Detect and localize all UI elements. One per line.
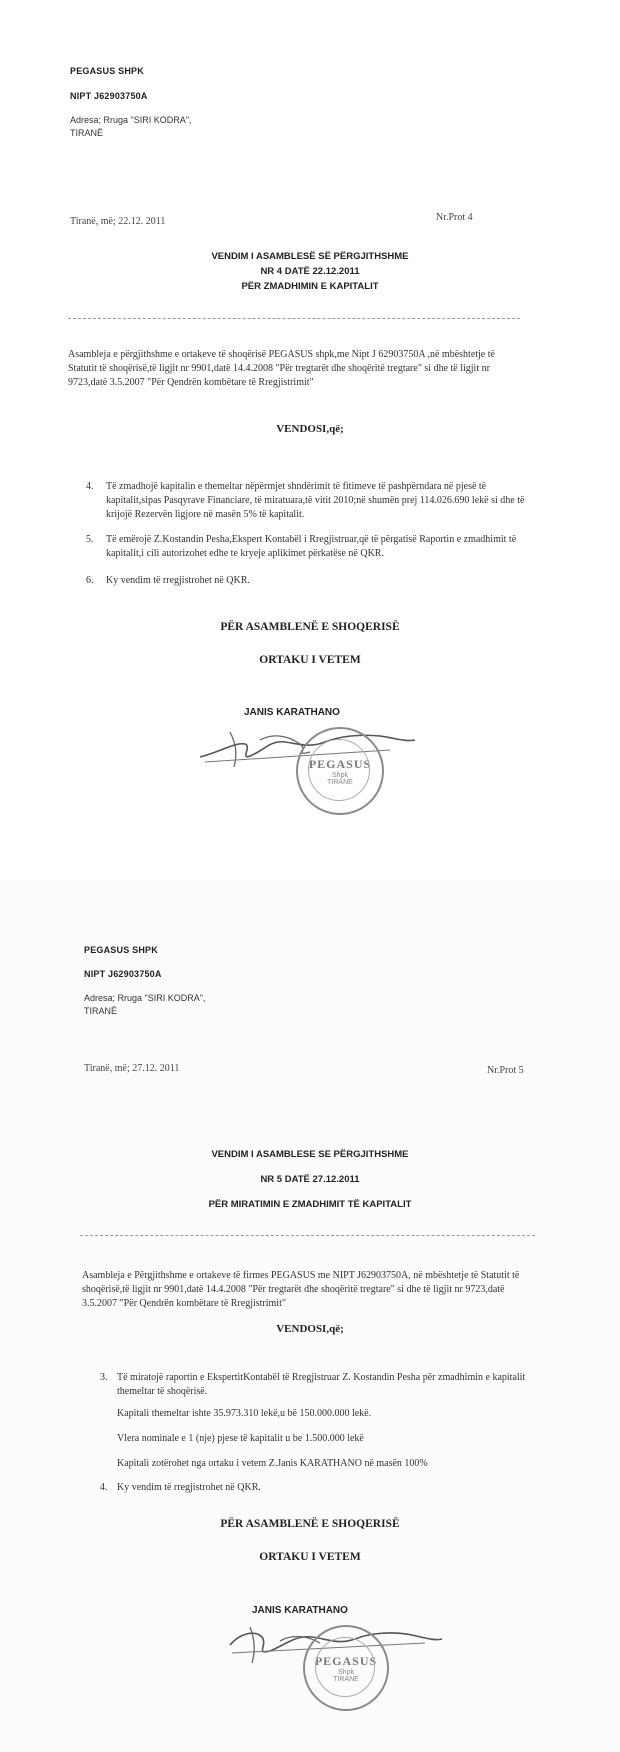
stamp-line-2: Shpk [338,1668,354,1676]
nipt-number: NIPT J62903750A [84,969,162,979]
item-number: 6. [86,575,94,586]
item-number: 5. [86,534,94,545]
stamp-inner-ring [308,739,370,801]
date-line: Tiranë, më; 22.12. 2011 [70,216,166,227]
decision-title: VENDIM I ASAMBLESE SE PËRGJITHSHME [211,1149,409,1160]
decision-number-date: NR 5 DATË 27.12.2011 [260,1174,360,1185]
decision-item: Të emërojë Z.Kostandin Pesha,Ekspert Kontabël i Rregjistruar,që të përgatisë Raportin e zmadhimit të kapitalit,i cili autorizohet edhe te kryeje aplikimet përkatëse në QKR. [106,534,517,559]
decides-heading: VENDOSI,që; [276,423,344,435]
item-number: 4. [100,1482,108,1493]
decision-subject: PËR ZMADHIMIN E KAPITALIT [241,281,379,292]
sole-partner-heading: ORTAKU I VETEM [259,1551,361,1563]
company-name: PEGASUS SHPK [84,945,158,955]
nominal-value-line: Vlera nominale e 1 (nje) pjese të kapitalit u be 1.500.000 lekë [117,1433,364,1444]
stamp-inner-ring [314,1637,378,1697]
decision-item: Të miratojë raportin e EkspertitKontabël të Rregjistruar Z. Kostandin Pesha për zmadhimin e kapitalit themeltar të shoqërisë. [117,1372,526,1397]
company-name: PEGASUS SHPK [70,66,144,76]
stamp-line-3: TIRANE [327,778,353,786]
address-line-2: TIRANË [84,1006,118,1016]
address-line-1: Adresa; Rruga "SIRI KODRA", [70,115,192,125]
item-number: 3. [100,1372,108,1383]
address-line-2: TIRANË [70,128,104,138]
decision-item: Ky vendim të rregjistrohet në QKR. [106,575,250,586]
protocol-number: Nr.Prot 5 [487,1065,524,1076]
decision-number-date: NR 4 DATË 22.12.2011 [260,266,360,277]
for-assembly-heading: PËR ASAMBLENË E SHOQERISË [220,1518,400,1530]
decision-item: Të zmadhojë kapitalin e themeltar nëpërmjet shndërimit të fitimeve të pashpërndara në pjesë të kapitalit,sipas Pasqyrave Financiare, të miratuara,të vitit 2010;në shumën prej 114.026.690 lekë si dhe të krijojë Rezervën ligjore në masën 5% të kapitalit. [106,481,525,520]
signer-name: JANIS KARATHANO [244,707,340,718]
signer-name: JANIS KARATHANO [252,1605,348,1616]
decision-title: VENDIM I ASAMBLESË SË PËRGJITHSHME [211,251,409,262]
document-page-2 [0,880,620,1752]
item-number: 4. [86,481,94,492]
stamp-brand: PEGASUS [314,1653,378,1668]
date-line: Tiranë, më; 27.12. 2011 [84,1063,180,1074]
company-stamp [303,1625,389,1711]
stamp-line-3: TIRANE [333,1675,359,1683]
separator-line [68,318,520,319]
company-stamp [296,727,384,815]
stamp-line-2: Shpk [332,771,348,779]
decision-subject: PËR MIRATIMIN E ZMADHIMIT TË KAPITALIT [208,1199,412,1210]
sole-partner-heading: ORTAKU I VETEM [259,654,361,666]
intro-paragraph: Asambleja e përgjithshme e ortakeve të shoqërisë PEGASUS shpk,me Nipt J 62903750A ,në mbështetje të Statutit të shoqërisë,të ligjit nr 9901,datë 14.4.2008 "Për tregtarët dhe shoqëritë tregtare" si dhe të ligjit nr 9723,datë 3.5.2007 "Për Qendrën kombëtare të Rregjistrimit" [68,349,495,388]
separator-line [80,1235,535,1236]
protocol-number: Nr.Prot 4 [436,212,473,223]
stamp-brand: PEGASUS [308,756,372,771]
ownership-line: Kapitali zotërohet nga ortaku i vetem Z.Janis KARATHANO në masën 100% [117,1458,428,1469]
decision-item: Ky vendim të rregjistrohet në QKR. [117,1482,261,1493]
intro-paragraph: Asambleja e Përgjithshme e ortakeve të firmes PEGASUS me NIPT J62903750A, në mbështetje të Statutit të shoqërisë,të ligjit nr 9901,datë 14.4.2008 "Për tregtarët dhe shoqëritë tregtare" si dhe të ligjit nr 9723,datë 3.5.2007 "Për Qendrën kombëtare të Rregjistrimit" [82,1270,520,1309]
nipt-number: NIPT J62903750A [70,91,148,101]
for-assembly-heading: PËR ASAMBLENË E SHOQERISË [220,621,400,633]
address-line-1: Adresa; Rruga "SIRI KODRA", [84,993,206,1003]
capital-change-line: Kapitali themeltar ishte 35.973.310 lekë,u bë 150.000.000 lekë. [117,1408,372,1419]
decides-heading: VENDOSI,që; [276,1323,344,1335]
